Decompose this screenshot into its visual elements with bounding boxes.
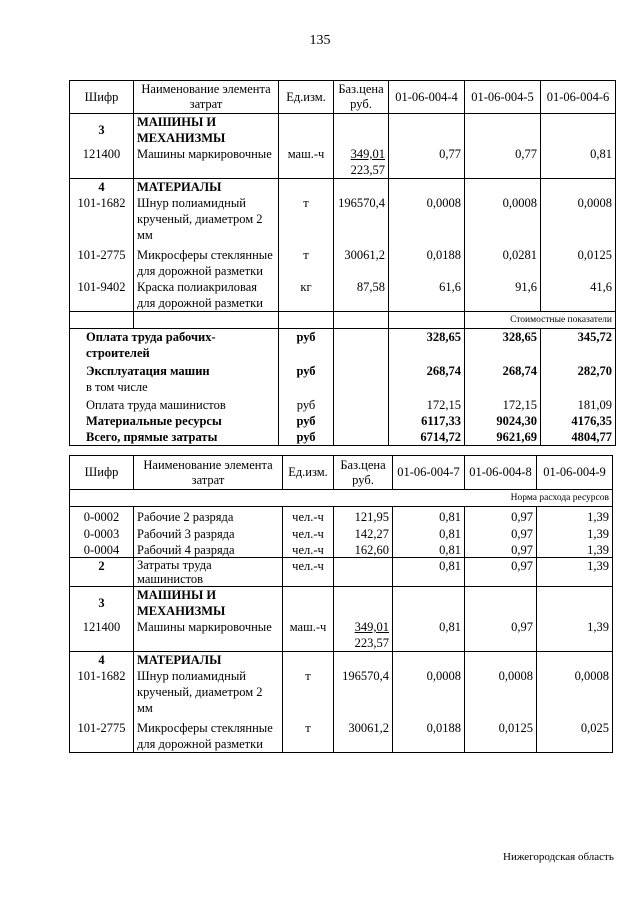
summary-unit: руб [279,329,334,362]
row-code: 121400 [70,619,134,652]
header-unit: Ед.изм. [283,456,334,490]
row-value-1: 0,81 [393,525,465,541]
row-code: 101-2775 [70,716,134,753]
table-row [70,279,616,312]
row-value-3: 1,39 [537,558,613,587]
row-price: 162,60 [334,541,393,558]
row-unit: чел.-ч [283,507,334,526]
row-value-3: 0,0008 [537,668,613,716]
table-row [70,243,616,279]
summary-value-2: 9621,69 [465,429,541,446]
row-unit: т [279,195,334,243]
header-name: Наименование элемента затрат [134,456,283,490]
row-value-3: 0,81 [541,146,616,179]
row-unit: кг [279,279,334,312]
summary-row-labor [70,329,616,362]
row-name: Рабочие 2 разряда [134,507,283,526]
summary-value-2: 268,74 [465,361,541,379]
summary-row-machines [70,361,616,379]
section-row-machines [70,587,613,620]
row-code: 101-1682 [70,195,134,243]
row-price: 121,95 [334,507,393,526]
row-unit: т [283,668,334,716]
row-value-3: 1,39 [537,507,613,526]
section-row-materials [70,652,613,669]
section-title: МАТЕРИАЛЫ [134,652,283,669]
table-row [70,541,613,558]
table-header-row [70,456,613,490]
row-price: 142,27 [334,525,393,541]
header-unit: Ед.изм. [279,81,334,114]
header-code: Шифр [70,456,134,490]
section-title: МАШИНЫ И МЕХАНИЗМЫ [134,114,279,147]
row-name: Микросферы стеклянные для дорожной разметки [134,716,283,753]
row-name: Машины маркировочные [134,146,279,179]
row-value-3: 0,025 [537,716,613,753]
footer-region: Нижегородская область [503,851,614,863]
summary-value-1: 6714,72 [389,429,465,446]
row-price: 196570,4 [334,668,393,716]
row-value-1: 61,6 [389,279,465,312]
row-name: Рабочий 3 разряда [134,525,283,541]
row-value-2: 0,0281 [465,243,541,279]
row-value-3: 1,39 [537,541,613,558]
row-name: Шнур полиамидный крученый, диаметром 2 мм [134,195,279,243]
row-value-3: 1,39 [537,525,613,541]
summary-label: Эксплуатация машин [70,361,279,379]
row-value-1: 0,0188 [389,243,465,279]
row-unit: маш.-ч [283,619,334,652]
header-price: Баз.цена руб. [334,456,393,490]
header-norm-3: 01-06-004-6 [541,81,616,114]
row-code: 101-9402 [70,279,134,312]
row-value-3: 0,0008 [541,195,616,243]
section-row-machines [70,114,616,147]
table-row [70,716,613,753]
summary-value-1: 268,74 [389,361,465,379]
row-code: 2 [70,558,134,587]
resource-table-1 [69,80,616,446]
row-name: Микросферы стеклянные для дорожной разметки [134,243,279,279]
section-number: 4 [70,179,134,196]
row-price: 87,58 [334,279,389,312]
cost-caption: Стоимостные показатели [465,312,616,329]
summary-including-label: в том числе [70,379,279,395]
table-header-row [70,81,616,114]
row-value-1: 0,0008 [393,668,465,716]
header-price: Баз.цена руб. [334,81,389,114]
row-price-value: 349,01 [354,620,389,634]
summary-label: Оплата труда рабочих-строителей [70,329,279,362]
header-code: Шифр [70,81,134,114]
table-row [70,146,616,179]
row-value-2: 0,0008 [465,668,537,716]
row-value-2: 0,97 [465,619,537,652]
row-value-1: 0,0188 [393,716,465,753]
row-price-secondary: 223,57 [354,636,389,650]
row-value-2: 0,97 [465,525,537,541]
summary-label: Материальные ресурсы [70,413,279,429]
cost-caption-row [70,312,616,329]
row-code: 0-0003 [70,525,134,541]
summary-value-3: 282,70 [541,361,616,379]
row-unit: т [283,716,334,753]
header-norm-3: 01-06-004-9 [537,456,613,490]
summary-row-materials [70,413,616,429]
row-code: 101-1682 [70,668,134,716]
row-unit: маш.-ч [279,146,334,179]
table-row [70,619,613,652]
header-norm-2: 01-06-004-5 [465,81,541,114]
header-name: Наименование элемента затрат [134,81,279,114]
row-value-2: 0,97 [465,541,537,558]
summary-value-2: 9024,30 [465,413,541,429]
summary-value-1: 328,65 [389,329,465,362]
summary-value-2: 328,65 [465,329,541,362]
row-name: Шнур полиамидный крученый, диаметром 2 мм [134,668,283,716]
summary-unit: руб [279,429,334,446]
row-price: 30061,2 [334,716,393,753]
summary-label: Оплата труда машинистов [70,395,279,413]
section-number: 3 [70,587,134,620]
summary-value-1: 6117,33 [389,413,465,429]
row-price-secondary: 223,57 [350,163,385,177]
row-unit: чел.-ч [283,541,334,558]
section-title: МАТЕРИАЛЫ [134,179,279,196]
row-price [334,619,393,652]
summary-value-1: 172,15 [389,395,465,413]
summary-row-total [70,429,616,446]
table-row [70,195,616,243]
row-code: 0-0002 [70,507,134,526]
row-name: Рабочий 4 разряда [134,541,283,558]
section-title: МАШИНЫ И МЕХАНИЗМЫ [134,587,283,620]
row-name: Машины маркировочные [134,619,283,652]
summary-value-3: 181,09 [541,395,616,413]
row-price: 196570,4 [334,195,389,243]
row-value-2: 0,97 [465,507,537,526]
table-row [70,507,613,526]
summary-row-including [70,379,616,395]
header-norm-2: 01-06-004-8 [465,456,537,490]
header-norm-1: 01-06-004-4 [389,81,465,114]
summary-value-2: 172,15 [465,395,541,413]
summary-row-operators [70,395,616,413]
row-unit: чел.-ч [283,525,334,541]
row-value-2: 0,77 [465,146,541,179]
row-value-1: 0,81 [393,507,465,526]
page-number: 135 [309,33,331,48]
row-code: 0-0004 [70,541,134,558]
summary-label: Всего, прямые затраты [70,429,279,446]
summary-value-3: 4804,77 [541,429,616,446]
row-value-3: 0,0125 [541,243,616,279]
table-row [70,525,613,541]
summary-unit: руб [279,395,334,413]
row-value-3: 41,6 [541,279,616,312]
table-row [70,558,613,587]
row-value-3: 1,39 [537,619,613,652]
resource-table-2 [69,455,613,753]
summary-unit: руб [279,361,334,379]
summary-value-3: 4176,35 [541,413,616,429]
row-value-1: 0,77 [389,146,465,179]
section-number: 4 [70,652,134,669]
row-value-2: 0,0008 [465,195,541,243]
row-value-1: 0,81 [393,619,465,652]
row-price-value: 349,01 [350,147,385,161]
row-code: 121400 [70,146,134,179]
table-row [70,668,613,716]
row-price: 30061,2 [334,243,389,279]
row-value-2: 0,97 [465,558,537,587]
row-unit: т [279,243,334,279]
summary-unit: руб [279,413,334,429]
row-name: Затраты труда машинистов [134,558,283,587]
row-unit: чел.-ч [283,558,334,587]
section-number: 3 [70,114,134,147]
row-name: Краска полиакриловая для дорожной разметки [134,279,279,312]
norm-caption: Норма расхода ресурсов [70,490,613,507]
row-value-2: 91,6 [465,279,541,312]
row-value-1: 0,0008 [389,195,465,243]
row-price [334,146,389,179]
header-norm-1: 01-06-004-7 [393,456,465,490]
row-value-1: 0,81 [393,558,465,587]
summary-value-3: 345,72 [541,329,616,362]
section-row-materials [70,179,616,196]
row-code: 101-2775 [70,243,134,279]
row-value-1: 0,81 [393,541,465,558]
row-value-2: 0,0125 [465,716,537,753]
norm-caption-row [70,490,613,507]
